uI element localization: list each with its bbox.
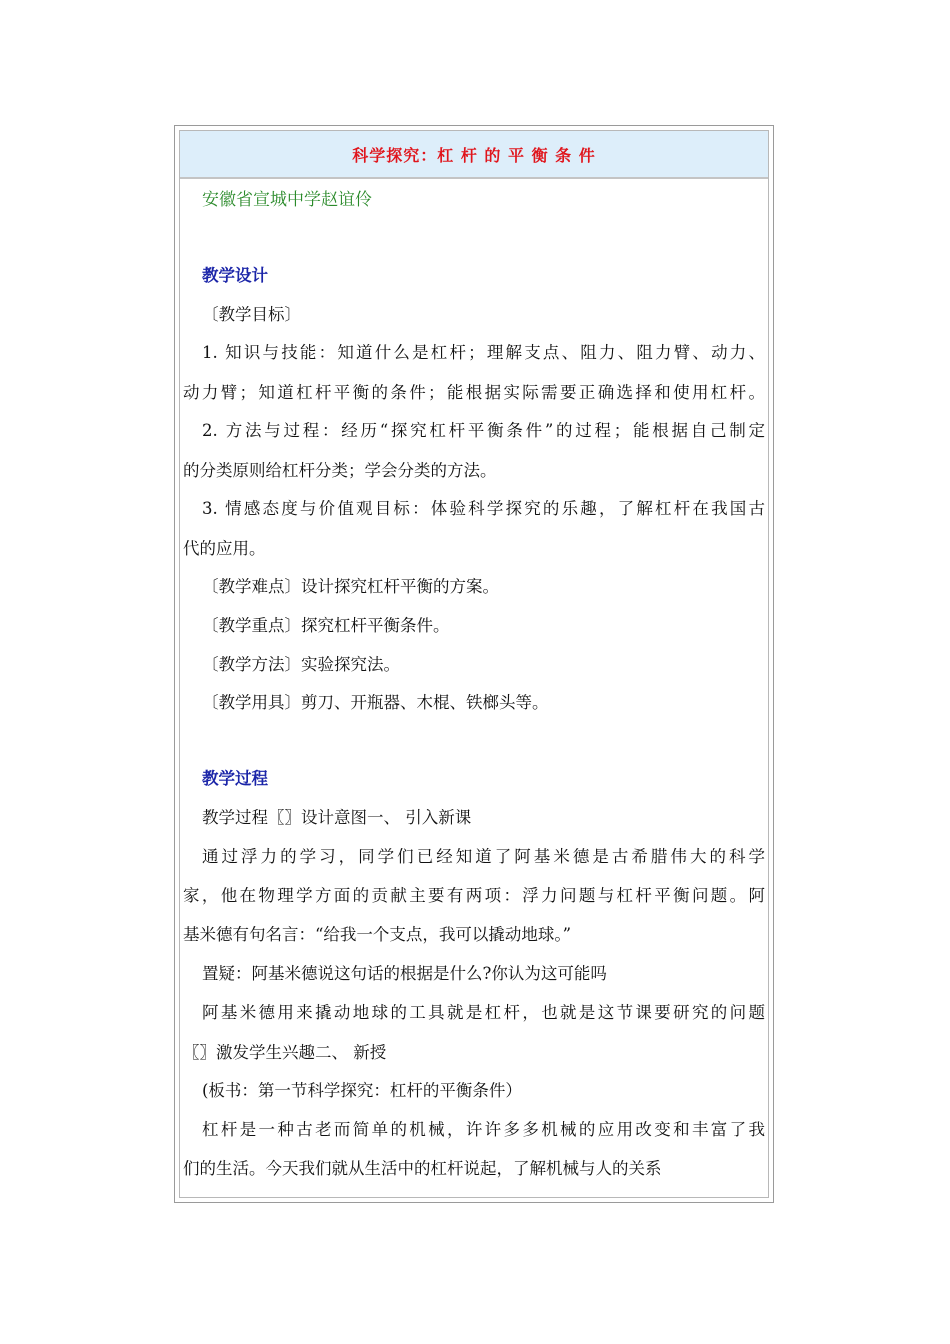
document-frame bbox=[174, 125, 774, 1203]
document-body bbox=[180, 179, 768, 1197]
section-heading-process: 教学过程 bbox=[202, 769, 268, 788]
teaching-tools: 〔教学用具〕剪刀、开瓶器、木棍、铁榔头等。 bbox=[202, 693, 549, 712]
process-paragraph-3: 置疑：阿基米德说这句话的根据是什么?你认为这可能吗 bbox=[202, 964, 607, 983]
process-paragraph-2-line-2: 家，他在物理学方面的贡献主要有两项：浮力问题与杠杆平衡问题。阿 bbox=[183, 886, 765, 905]
teaching-difficulty: 〔教学难点〕设计探究杠杆平衡的方案。 bbox=[202, 577, 499, 596]
process-paragraph-5: 〖〗激发学生兴趣二、 新授 bbox=[183, 1043, 387, 1062]
process-paragraph-6: (板书：第一节科学探究：杠杆的平衡条件） bbox=[202, 1081, 522, 1100]
document-inner-border bbox=[179, 130, 769, 1198]
objective-3-line-1: 3. 情感态度与价值观目标：体验科学探究的乐趣，了解杠杆在我国古 bbox=[202, 499, 765, 518]
process-paragraph-2-line-3: 基米德有句名言：“给我一个支点，我可以撬动地球。” bbox=[183, 925, 572, 944]
objectives-label: 〔教学目标〕 bbox=[202, 305, 301, 324]
objective-2-line-1: 2. 方法与过程：经历“探究杠杆平衡条件”的过程；能根据自己制定 bbox=[202, 421, 765, 440]
process-paragraph-2-line-1: 通过浮力的学习，同学们已经知道了阿基米德是古希腊伟大的科学 bbox=[202, 847, 765, 866]
process-paragraph-1: 教学过程〖〗设计意图一、 引入新课 bbox=[202, 808, 472, 827]
process-paragraph-7-line-1: 杠杆是一种古老而简单的机械，许许多多机械的应用改变和丰富了我 bbox=[202, 1120, 765, 1139]
teaching-key-point: 〔教学重点〕探究杠杆平衡条件。 bbox=[202, 616, 450, 635]
document-title: 科学探究：杠 杆 的 平 衡 条 件 bbox=[352, 145, 596, 165]
teaching-method: 〔教学方法〕实验探究法。 bbox=[202, 655, 400, 674]
section-heading-design: 教学设计 bbox=[202, 266, 268, 285]
objective-3-line-2: 代的应用。 bbox=[183, 539, 266, 558]
objective-2-line-2: 的分类原则给杠杆分类；学会分类的方法。 bbox=[183, 461, 497, 480]
title-bar bbox=[180, 131, 768, 179]
process-paragraph-4: 阿基米德用来撬动地球的工具就是杠杆，也就是这节课要研究的问题 bbox=[202, 1003, 765, 1022]
author-line: 安徽省宣城中学赵谊伶 bbox=[202, 190, 372, 210]
objective-1-line-1: 1. 知识与技能：知道什么是杠杆；理解支点、阻力、阻力臂、动力、 bbox=[202, 343, 765, 362]
process-paragraph-7-line-2: 们的生活。今天我们就从生活中的杠杆说起，了解机械与人的关系 bbox=[183, 1159, 662, 1178]
objective-1-line-2: 动力臂；知道杠杆平衡的条件；能根据实际需要正确选择和使用杠杆。 bbox=[183, 383, 765, 402]
